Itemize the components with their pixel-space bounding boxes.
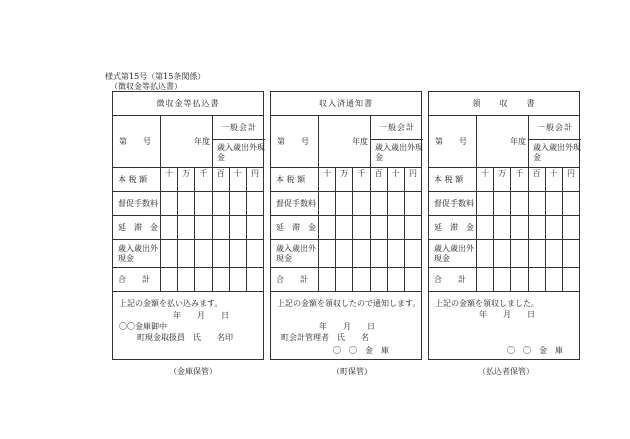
amount-cell[interactable] bbox=[161, 240, 178, 267]
amount-row bbox=[429, 216, 579, 240]
amount-cell[interactable] bbox=[371, 192, 388, 215]
amount-cell[interactable] bbox=[353, 192, 370, 215]
amount-row bbox=[113, 268, 263, 292]
amount-cell[interactable] bbox=[353, 268, 370, 291]
digit-header: 円 bbox=[408, 169, 417, 178]
amount-cell[interactable] bbox=[388, 240, 405, 267]
amount-row bbox=[271, 240, 421, 268]
general-account-label: 一般会計 bbox=[371, 116, 423, 140]
amount-row bbox=[271, 216, 421, 240]
row-label: 督促手数料 bbox=[113, 192, 161, 215]
amount-cell[interactable] bbox=[213, 240, 230, 267]
amount-cell[interactable] bbox=[161, 192, 178, 215]
amount-cell[interactable] bbox=[247, 240, 263, 267]
amount-cell[interactable] bbox=[405, 192, 421, 215]
signer-text: 〇 〇 金 庫 bbox=[333, 346, 389, 355]
amount-cell[interactable] bbox=[161, 216, 178, 239]
amount-cell[interactable] bbox=[213, 216, 230, 239]
amount-cell[interactable] bbox=[336, 268, 353, 291]
number-label: 第 号 bbox=[113, 116, 161, 167]
amount-cell[interactable] bbox=[230, 216, 247, 239]
form-type-heading: （徴収金等払込書） bbox=[110, 82, 182, 91]
amount-cell[interactable] bbox=[213, 192, 230, 215]
signer-text: 〇 〇 金 庫 bbox=[507, 346, 563, 355]
amount-row bbox=[113, 168, 263, 192]
amount-cell[interactable] bbox=[353, 216, 370, 239]
amount-cell[interactable] bbox=[230, 240, 247, 267]
digit-header: 千 bbox=[511, 168, 528, 191]
amount-cell[interactable] bbox=[336, 192, 353, 215]
amount-cell[interactable] bbox=[546, 192, 563, 215]
amount-cell[interactable] bbox=[405, 268, 421, 291]
row-label: 歳入歳出外現金 bbox=[113, 240, 161, 267]
digit-header: 万 bbox=[178, 168, 195, 191]
amount-cell[interactable] bbox=[529, 240, 546, 267]
amount-cell[interactable] bbox=[511, 240, 528, 267]
amount-cell[interactable] bbox=[319, 192, 336, 215]
digit-header: 円 bbox=[566, 169, 575, 178]
digit-header: 十 bbox=[388, 168, 405, 191]
amount-cell[interactable] bbox=[353, 240, 370, 267]
retention-label: （払込者保管） bbox=[478, 367, 534, 376]
amount-cell[interactable] bbox=[195, 240, 212, 267]
amount-cell[interactable] bbox=[230, 268, 247, 291]
statement-text: 上記の金額を払い込みます。 bbox=[119, 299, 223, 308]
amount-cell[interactable] bbox=[477, 268, 494, 291]
row-label: 合 計 bbox=[113, 268, 161, 291]
amount-cell[interactable] bbox=[477, 240, 494, 267]
amount-cell[interactable] bbox=[546, 216, 563, 239]
amount-cell[interactable] bbox=[563, 240, 579, 267]
amount-row bbox=[429, 240, 579, 268]
amount-cell[interactable] bbox=[546, 268, 563, 291]
amount-cell[interactable] bbox=[195, 216, 212, 239]
number-label: 第 号 bbox=[271, 116, 319, 167]
amount-row bbox=[271, 168, 421, 192]
amount-row bbox=[429, 192, 579, 216]
digit-header: 万 bbox=[494, 168, 511, 191]
row-label: 督促手数料 bbox=[429, 192, 477, 215]
number-year-row bbox=[271, 116, 421, 168]
digit-header: 百 bbox=[213, 168, 230, 191]
addressee-text: 〇〇金庫御中 bbox=[119, 322, 167, 331]
row-label: 本 税 額 bbox=[271, 168, 319, 191]
statement-area bbox=[113, 292, 263, 362]
amount-cell[interactable] bbox=[494, 240, 511, 267]
amount-cell[interactable] bbox=[563, 268, 579, 291]
amount-cell[interactable] bbox=[511, 216, 528, 239]
amount-cell[interactable] bbox=[405, 240, 421, 267]
statement-text: 上記の金額を領収したので通知します。 bbox=[277, 299, 421, 308]
general-account-label: 一般会計 bbox=[529, 116, 581, 140]
digit-header: 十 bbox=[477, 168, 494, 191]
digit-header: 円 bbox=[250, 169, 259, 178]
amount-row bbox=[271, 268, 421, 292]
amount-cell[interactable] bbox=[388, 268, 405, 291]
retention-label: （町保管） bbox=[332, 367, 372, 376]
amount-cell[interactable] bbox=[247, 268, 263, 291]
form-number-heading: 様式第15号（第15条関係） bbox=[105, 72, 206, 81]
statement-area bbox=[271, 292, 421, 362]
statement-text: 上記の金額を領収しました。 bbox=[435, 299, 539, 308]
digit-header: 千 bbox=[195, 168, 212, 191]
external-cash-account-label: 歳入歳出外現金 bbox=[375, 143, 423, 162]
amount-cell[interactable] bbox=[529, 216, 546, 239]
amount-cell[interactable] bbox=[213, 268, 230, 291]
digit-header: 十 bbox=[546, 168, 563, 191]
amount-cell[interactable] bbox=[161, 268, 178, 291]
fiscal-year-label: 年度 bbox=[477, 116, 529, 167]
row-label: 延 滞 金 bbox=[429, 216, 477, 239]
slip-title: 徴収金等払込書 bbox=[113, 92, 263, 116]
amount-cell[interactable] bbox=[388, 216, 405, 239]
digit-header: 十 bbox=[230, 168, 247, 191]
amount-cell[interactable] bbox=[319, 268, 336, 291]
amount-cell[interactable] bbox=[563, 192, 579, 215]
amount-cell[interactable] bbox=[529, 192, 546, 215]
row-label: 延 滞 金 bbox=[271, 216, 319, 239]
row-label: 歳入歳出外現金 bbox=[271, 240, 319, 267]
amount-cell[interactable] bbox=[230, 192, 247, 215]
amount-cell[interactable] bbox=[511, 268, 528, 291]
date-label: 年 月 日 bbox=[173, 311, 229, 320]
digit-header: 百 bbox=[529, 168, 546, 191]
amount-cell[interactable] bbox=[319, 240, 336, 267]
statement-area bbox=[429, 292, 579, 362]
number-label: 第 号 bbox=[429, 116, 477, 167]
slip-form bbox=[270, 91, 422, 360]
amount-cell[interactable] bbox=[371, 216, 388, 239]
amount-cell[interactable] bbox=[388, 192, 405, 215]
slip-form bbox=[112, 91, 264, 360]
number-year-row bbox=[113, 116, 263, 168]
slip-form bbox=[428, 91, 580, 360]
amount-cell[interactable] bbox=[371, 240, 388, 267]
row-label: 延 滞 金 bbox=[113, 216, 161, 239]
row-label: 本 税 額 bbox=[113, 168, 161, 191]
amount-row bbox=[429, 268, 579, 292]
amount-cell[interactable] bbox=[336, 216, 353, 239]
amount-cell[interactable] bbox=[494, 268, 511, 291]
external-cash-account-label: 歳入歳出外現金 bbox=[533, 143, 581, 162]
amount-cell[interactable] bbox=[336, 240, 353, 267]
amount-cell[interactable] bbox=[319, 216, 336, 239]
amount-cell[interactable] bbox=[178, 268, 195, 291]
number-year-row bbox=[429, 116, 579, 168]
fiscal-year-label: 年度 bbox=[319, 116, 371, 167]
slip-title: 領 収 書 bbox=[429, 92, 579, 116]
fiscal-year-label: 年度 bbox=[161, 116, 213, 167]
row-label: 合 計 bbox=[429, 268, 477, 291]
digit-header: 千 bbox=[353, 168, 370, 191]
row-label: 本 税 額 bbox=[429, 168, 477, 191]
amount-cell[interactable] bbox=[546, 240, 563, 267]
amount-cell[interactable] bbox=[247, 192, 263, 215]
general-account-label: 一般会計 bbox=[213, 116, 265, 140]
amount-row bbox=[271, 192, 421, 216]
amount-cell[interactable] bbox=[195, 192, 212, 215]
amount-cell[interactable] bbox=[247, 216, 263, 239]
retention-label: （金庫保管） bbox=[169, 367, 217, 376]
amount-cell[interactable] bbox=[178, 240, 195, 267]
amount-cell[interactable] bbox=[511, 192, 528, 215]
amount-cell[interactable] bbox=[494, 192, 511, 215]
row-label: 歳入歳出外現金 bbox=[429, 240, 477, 267]
amount-cell[interactable] bbox=[371, 268, 388, 291]
amount-cell[interactable] bbox=[529, 268, 546, 291]
digit-header: 十 bbox=[161, 168, 178, 191]
amount-row bbox=[113, 240, 263, 268]
amount-row bbox=[429, 168, 579, 192]
amount-cell[interactable] bbox=[477, 192, 494, 215]
external-cash-account-label: 歳入歳出外現金 bbox=[217, 143, 265, 162]
row-label: 合 計 bbox=[271, 268, 319, 291]
date-label: 年 月 日 bbox=[319, 322, 375, 331]
amount-cell[interactable] bbox=[477, 216, 494, 239]
slip-title: 収入済通知書 bbox=[271, 92, 421, 116]
date-label: 年 月 日 bbox=[479, 310, 535, 319]
amount-cell[interactable] bbox=[195, 268, 212, 291]
digit-header: 百 bbox=[371, 168, 388, 191]
digit-header: 万 bbox=[336, 168, 353, 191]
amount-cell[interactable] bbox=[178, 192, 195, 215]
digit-header: 十 bbox=[319, 168, 336, 191]
amount-row bbox=[113, 216, 263, 240]
amount-cell[interactable] bbox=[405, 216, 421, 239]
amount-cell[interactable] bbox=[178, 216, 195, 239]
row-label: 督促手数料 bbox=[271, 192, 319, 215]
amount-row bbox=[113, 192, 263, 216]
amount-cell[interactable] bbox=[494, 216, 511, 239]
addressee-text: 町会計管理者 氏 名 bbox=[281, 333, 369, 342]
signer-text: 町現金取扱員 氏 名印 bbox=[137, 333, 233, 342]
amount-cell[interactable] bbox=[563, 216, 579, 239]
